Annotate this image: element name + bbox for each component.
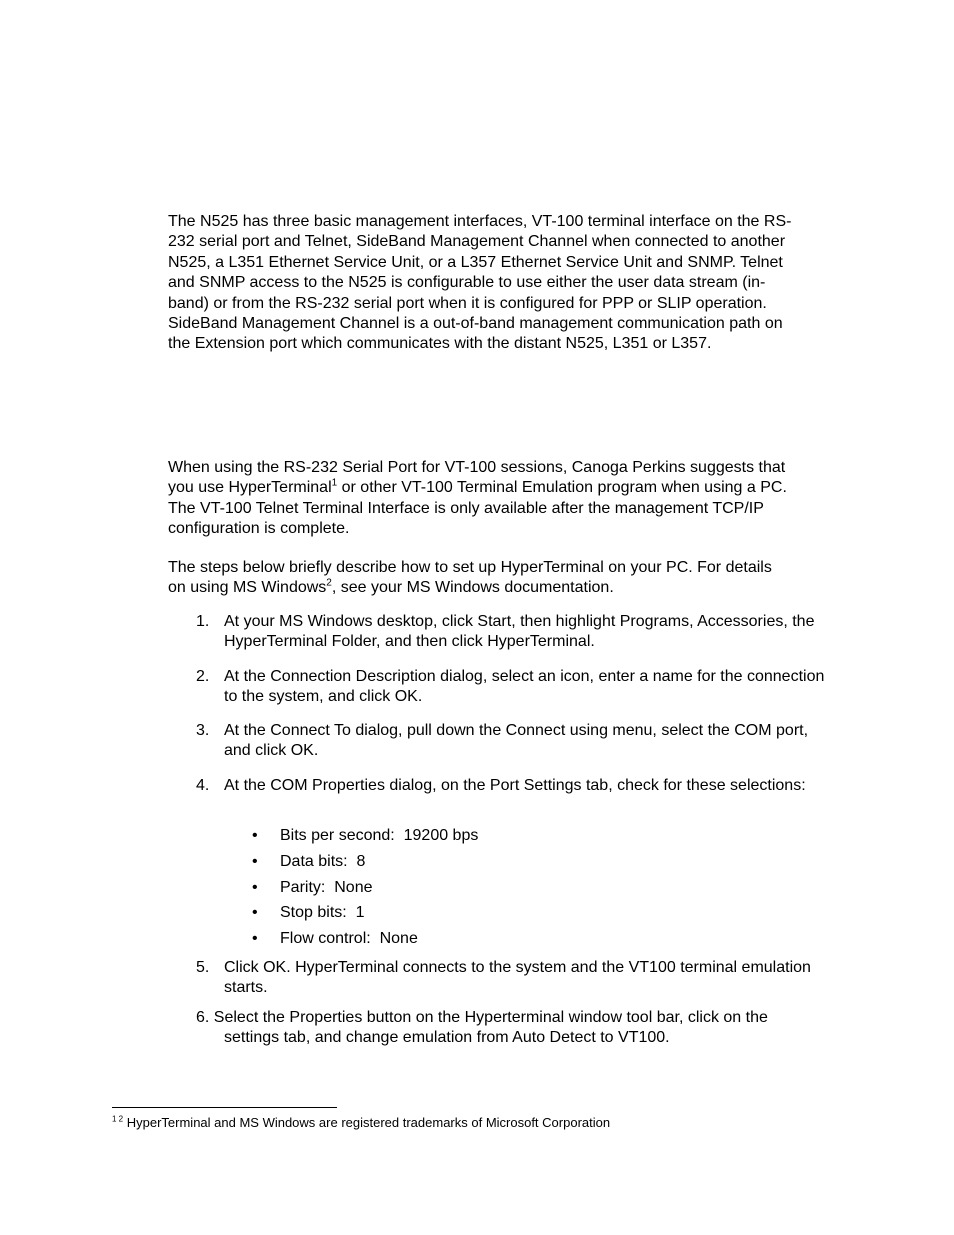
serial-line: When using the RS-232 Serial Port for VT-100 sessions, Canoga Perkins suggests that <box>168 459 786 476</box>
steps-intro-paragraph <box>168 558 840 599</box>
bullet-text: Data bits: 8 <box>280 853 366 870</box>
intro-line: the Extension port which communicates with the distant N525, L351 or L357. <box>168 335 712 353</box>
step-item-6 <box>196 1008 836 1049</box>
serial-line <box>168 478 840 498</box>
footnote <box>112 1115 610 1131</box>
bullet-icon: • <box>252 853 258 870</box>
step-number: 4. <box>196 777 210 794</box>
intro-line: N525, a L351 Ethernet Service Unit, or a L357 Ethernet Service Unit and SNMP. Telnet <box>168 253 783 271</box>
step-number: 2. <box>196 668 210 685</box>
step-text: At your MS Windows desktop, click Start, then highlight Programs, Accessories, the HyperTerminal Folder, and then click HyperTerminal. <box>224 613 815 651</box>
bullet-text: Parity: None <box>280 879 373 896</box>
bullet-text: Flow control: None <box>280 930 418 947</box>
bullet-text: Stop bits: 1 <box>280 904 365 921</box>
step-text: At the COM Properties dialog, on the Port Settings tab, check for these selections: <box>224 777 806 794</box>
serial-port-paragraph <box>168 458 840 540</box>
bullet-icon: • <box>252 930 258 947</box>
bullet-icon: • <box>252 904 258 921</box>
step-text: Click OK. HyperTerminal connects to the system and the VT100 terminal emulation starts. <box>224 959 811 997</box>
footnote-ref-2: 2 <box>326 578 332 590</box>
steps-intro-text: on using MS Windows <box>168 579 327 597</box>
step-text: At the Connect To dialog, pull down the Connect using menu, select the COM port, and click OK. <box>224 722 809 760</box>
serial-line: The VT-100 Telnet Terminal Interface is only available after the management TCP/IP <box>168 499 764 517</box>
intro-line: band) or from the RS-232 serial port when it is configured for PPP or SLIP operation. <box>168 294 767 312</box>
step-6-line: 6. Select the Properties button on the Hyperterminal window tool bar, click on the <box>196 1009 768 1026</box>
intro-line: The N525 has three basic management interfaces, VT-100 terminal interface on the RS- <box>168 213 792 230</box>
serial-line: configuration is complete. <box>168 520 350 538</box>
footnote-text: HyperTerminal and MS Windows are registered trademarks of Microsoft Corporation <box>123 1115 611 1130</box>
step-6-line: settings tab, and change emulation from Auto Detect to VT100. <box>224 1029 670 1047</box>
step-number: 5. <box>196 959 210 976</box>
intro-line: and SNMP access to the N525 is configurable to use either the user data stream (in- <box>168 274 766 292</box>
steps-intro-line <box>168 578 840 598</box>
intro-line: SideBand Management Channel is a out-of-band management communication path on <box>168 315 783 333</box>
intro-line: 232 serial port and Telnet, SideBand Management Channel when connected to another <box>168 233 786 251</box>
serial-text: or other VT-100 Terminal Emulation program when using a PC. <box>337 479 787 497</box>
footnote-marks: 1 2 <box>112 1114 124 1124</box>
steps-intro-text: , see your MS Windows documentation. <box>331 579 614 597</box>
bullet-text: Bits per second: 19200 bps <box>280 827 479 844</box>
step-text: At the Connection Description dialog, select an icon, enter a name for the connection to the system, and click OK. <box>224 668 825 706</box>
serial-text: you use HyperTerminal <box>168 479 332 497</box>
bullet-icon: • <box>252 827 258 844</box>
step-number: 3. <box>196 722 210 739</box>
steps-intro-line: The steps below briefly describe how to set up HyperTerminal on your PC. For details <box>168 559 772 576</box>
intro-paragraph <box>168 212 840 355</box>
footnote-separator <box>112 1107 337 1108</box>
step-number: 1. <box>196 613 210 630</box>
bullet-icon: • <box>252 879 258 896</box>
footnote-ref-1: 1 <box>331 478 338 490</box>
